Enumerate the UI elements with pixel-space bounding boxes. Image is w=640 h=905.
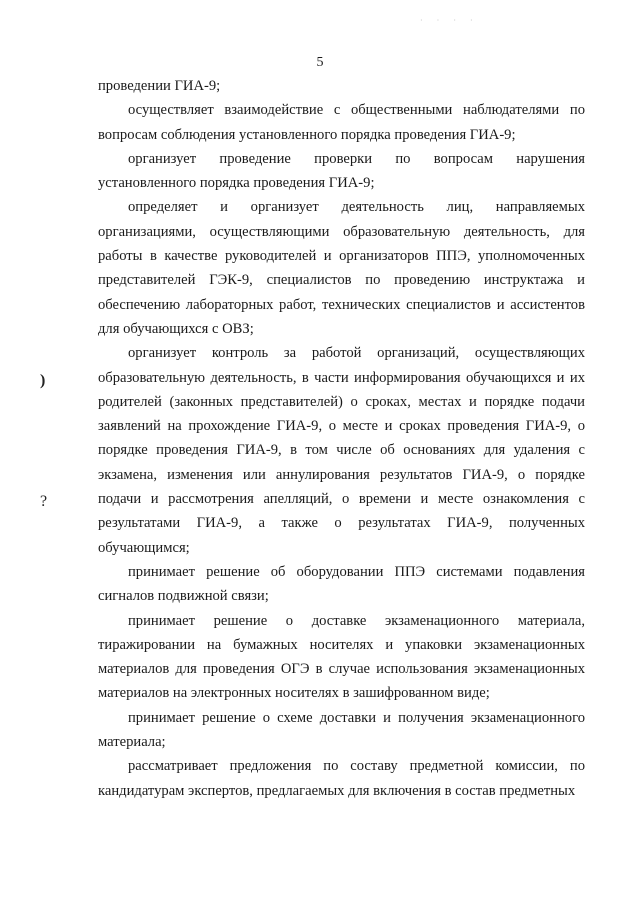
margin-mark: ? [40, 493, 48, 510]
body-text [98, 74, 585, 803]
page-number: 5 [316, 55, 324, 70]
paragraph: осуществляет взаимодействие с общественными наблюдателями по вопросам соблюдения установленного порядка проведения ГИА-9; [98, 102, 585, 143]
margin-mark: ) [40, 372, 46, 389]
paragraph: организует проведение проверки по вопросам нарушения установленного порядка проведения ГИА-9; [98, 150, 585, 192]
paragraph: проведении ГИА-9; [98, 78, 221, 94]
paragraph: принимает решение о схеме доставки и получения экзаменационного материала; [98, 709, 585, 751]
paragraph: организует контроль за работой организаций, осуществляющих образовательную деятельность, в части информирования обучающихся и их родителей (законных представителей) о сроках, местах и порядке подачи заявлений на прохождение ГИА-9, о месте и сроках проведения ГИА-9, о порядке проведения ГИА-9, в том числе об основаниях для удаления с экзамена, изменения или аннулирования результатов ГИА-9, о порядке подачи и рассмотрения апелляций, о времени и месте ознакомления с результатами ГИА-9, а также о результатах ГИА-9, полученных обучающимся; [98, 345, 585, 556]
paragraph: рассматривает предложения по составу предметной комиссии, по кандидатурам экспертов, предлагаемых для включения в состав предметных [98, 758, 585, 799]
paragraph: принимает решение об оборудовании ППЭ системами подавления сигналов подвижной связи; [98, 563, 585, 605]
paragraph: определяет и организует деятельность лиц, направляемых организациями, осуществляющими образовательную деятельность, для работы в качестве руководителей и организаторов ППЭ, уполномоченных представителей ГЭК-9, специалистов по проведению инструктажа и обеспечению лабораторных работ, технических специалистов и ассистентов для обучающихся с ОВЗ; [98, 199, 585, 337]
paragraph: принимает решение о доставке экзаменационного материала, тиражировании на бумажных носителях и упаковки экзаменационных материалов для проведения ОГЭ в случае использования экзаменационных материалов на электронных носителях в зашифрованном виде; [98, 612, 585, 702]
scan-speckles: · · · · [420, 16, 479, 25]
